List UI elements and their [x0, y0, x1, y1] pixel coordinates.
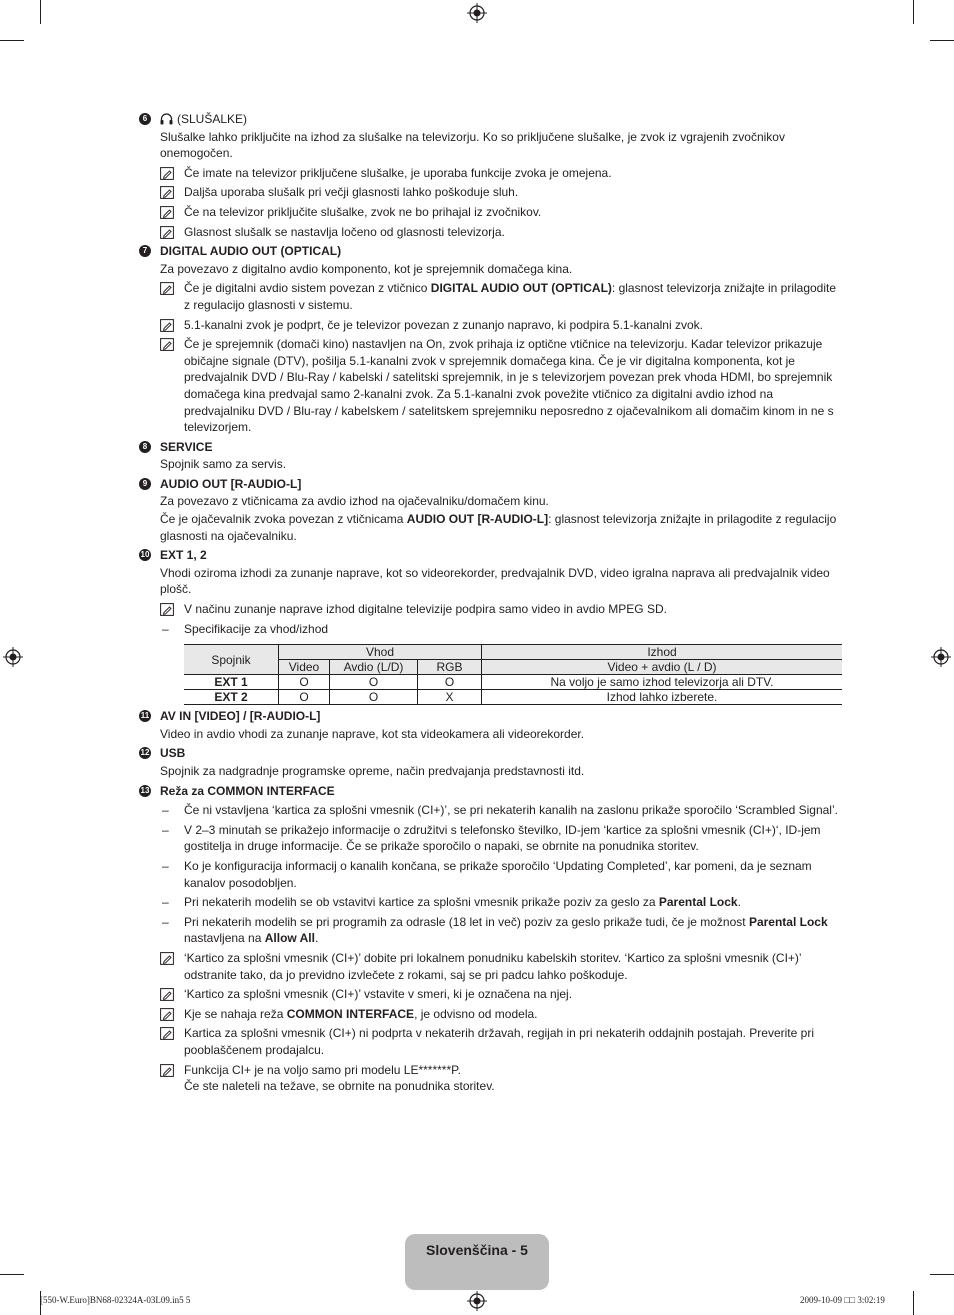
section-number-badge: 13	[140, 785, 150, 795]
headphones-icon	[160, 113, 173, 125]
dash-text: Če ni vstavljena ‘kartica za splošni vmesnik (CI+)’, se pri nekaterih kanalih na zaslonu prikaže sporočilo ‘Scrambled Signal’.	[184, 803, 838, 818]
section-number-badge: 12	[140, 748, 150, 758]
note	[160, 601, 845, 618]
section-title-text: (SLUŠALKE)	[177, 112, 248, 126]
manual-content	[139, 111, 845, 1097]
note-icon	[160, 338, 174, 351]
section-text: Za povezavo z vtičnicama za avdio izhod na ojačevalniku/domačem kinu.	[160, 494, 549, 509]
section-text: Za povezavo z digitalno avdio komponento, kot je sprejemnik domačega kina.	[160, 261, 573, 276]
table-row	[184, 690, 842, 705]
crop-mark	[0, 1274, 24, 1275]
note-text: Če je sprejemnik (domači kino) nastavljen na On, zvok prihaja iz optične vtičnice na televizorju. Kadar televizor prikazuje običajne signale (DTV), pošilja 5.1-kanalni zvok v sprejemnik domačega kina. Če je vir digitalna komponenta, kot je predvajalnik DVD / Blu-Ray / kabelski / satelitski sprejemnik, in je s televizorjem povezan prek vhoda HDMI, bo sprejemnik domačega kina predvajal samo 2-kanalni zvok. Za 5.1-kanalni zvok povežite vtičnico za digitalni avdio izhod na predvajalniku DVD / Blu-ray / kabelskem / satelitskem sprejemniku neposredno z ojačevalnikom ali domačim kinom in ne s televizorjem.	[184, 337, 834, 435]
note-bold-text: COMMON INTERFACE	[286, 1006, 415, 1021]
section-number-badge: 11	[140, 711, 150, 721]
note	[160, 950, 845, 983]
table-header-cell: Video	[279, 660, 330, 675]
dash-mark: –	[162, 803, 169, 818]
table-header-cell: Vhod	[279, 645, 482, 660]
section-headphones	[139, 111, 845, 240]
dash-text: V 2–3 minutah se prikažejo informacije o združitvi s telefonsko številko, ID-jem ‘kartice za splošni vmesnik (CI+)‘, ID-jem gostitelja in druge informacije. Če se prikaže sporočilo o napaki, se obrnite na ponudnika storitev.	[184, 822, 821, 854]
table-cell: Na voljo je samo izhod televizorja ali DTV.	[482, 675, 843, 690]
note-text: Daljša uporaba slušalk pri večji glasnosti lahko poškoduje sluh.	[184, 185, 519, 200]
section-title: Reža za COMMON INTERFACE	[160, 783, 335, 798]
note-text: 5.1-kanalni zvok je podprt, če je televizor povezan z zunanjo napravo, ki podpira 5.1-kanalni zvok.	[184, 317, 703, 332]
dash-text: Specifikacije za vhod/izhod	[184, 621, 329, 636]
table-row	[184, 675, 842, 690]
section-title: EXT 1, 2	[160, 548, 207, 563]
section-title: AV IN [VIDEO] / [R-AUDIO-L]	[160, 709, 321, 724]
note-text: Kje se nahaja reža	[184, 1006, 287, 1021]
section-text: Spojnik samo za servis.	[160, 457, 287, 472]
section-number-badge: 10	[140, 550, 150, 560]
crop-mark	[0, 40, 24, 41]
table-header-cell: RGB	[418, 660, 482, 675]
note-text: Glasnost slušalk se nastavlja ločeno od glasnosti televizorja.	[184, 224, 505, 239]
dash-mark: –	[162, 621, 169, 636]
table-cell: O	[330, 690, 418, 705]
registration-mark-icon	[3, 647, 23, 667]
note-icon	[160, 952, 174, 965]
crop-mark	[40, 0, 41, 24]
table-cell: O	[418, 675, 482, 690]
table-header-cell: Video + avdio (L / D)	[482, 660, 843, 675]
dash-bold-text: Parental Lock	[658, 895, 738, 910]
dash-text: Pri nekaterih modelih se pri programih za odrasle (18 let in več) poziv za geslo prikaže tudi, če je možnost	[184, 914, 749, 929]
dash-item	[160, 858, 845, 891]
section-text-part: Če je ojačevalnik zvoka povezan z vtičnicama	[160, 512, 407, 527]
crop-mark	[913, 1291, 914, 1315]
note	[160, 184, 845, 201]
note	[160, 317, 845, 334]
note	[160, 986, 845, 1003]
section-number-badge: 7	[139, 245, 151, 257]
note-icon	[160, 603, 174, 616]
section-title: DIGITAL AUDIO OUT (OPTICAL)	[160, 244, 342, 259]
page-number-label: Slovenščina - 5	[426, 1242, 528, 1258]
section-ext	[139, 547, 845, 637]
table-cell: EXT 1	[184, 675, 279, 690]
section-title	[160, 111, 845, 128]
table-header-cell: Spojnik	[184, 645, 279, 675]
note	[160, 1025, 845, 1058]
section-text: Vhodi oziroma izhodi za zunanje naprave, kot so videorekorder, predvajalnik DVD, video igralna naprava ali predvajalnik video plošč.	[160, 565, 830, 597]
dash-item	[160, 802, 845, 819]
section-number-badge: 9	[139, 478, 151, 490]
dash-mark: –	[162, 822, 169, 837]
io-spec-table	[184, 644, 842, 705]
note-text: : glasnost televizorja znižajte in prilagodite z regulacijo glasnosti v sistemu.	[184, 281, 837, 312]
section-common-interface	[139, 783, 845, 1095]
note-icon	[160, 1008, 174, 1021]
dash-item	[160, 914, 845, 947]
dash-text: Ko je konfiguracija informacij o kanalih končana, se prikaže sporočilo ‘Updating Completed’, kar pomeni, da je seznam kanalov posodobljen.	[184, 858, 812, 890]
section-text: Spojnik za nadgradnje programske opreme, način predvajanja predstavnosti itd.	[160, 764, 585, 778]
dash-bold-text: Parental Lock	[748, 914, 828, 929]
section-av-in	[139, 708, 845, 742]
section-digital-audio-out	[139, 243, 845, 436]
dash-item	[160, 621, 845, 638]
note-text: Če ste naleteli na težave, se obrnite na ponudnika storitev.	[184, 1079, 495, 1094]
registration-mark-icon	[467, 1291, 487, 1311]
note	[160, 1062, 845, 1095]
note	[160, 1006, 845, 1023]
dash-mark: –	[162, 895, 169, 910]
note-icon	[160, 186, 174, 199]
note-icon	[160, 226, 174, 239]
table-cell: X	[418, 690, 482, 705]
table-header-cell: Avdio (L/D)	[330, 660, 418, 675]
note-icon	[160, 1027, 174, 1040]
print-imprint-left: [550-W.Euro]BN68-02324A-03L09.in5 5	[40, 1295, 191, 1305]
section-usb	[139, 745, 845, 779]
table-cell: O	[330, 675, 418, 690]
section-title: AUDIO OUT [R-AUDIO-L]	[160, 476, 302, 491]
section-title: SERVICE	[160, 439, 213, 454]
note-text: , je odvisno od modela.	[414, 1006, 538, 1021]
note-bold-text: DIGITAL AUDIO OUT (OPTICAL)	[430, 281, 612, 296]
note-icon	[160, 167, 174, 180]
dash-text: nastavljena na	[184, 931, 265, 946]
note-text: ‘Kartico za splošni vmesnik (CI+)’ vstavite v smeri, ki je označena na njej.	[184, 987, 573, 1002]
note	[160, 336, 845, 436]
note-text: Kartica za splošni vmesnik (CI+) ni podprta v nekaterih državah, regijah in pri nekaterih oddajnih postajah. Preverite pri pooblaščenem prodajalcu.	[184, 1026, 814, 1057]
print-imprint-right: 2009-10-09 □□ 3:02:19	[800, 1295, 885, 1305]
note-text: V načinu zunanje naprave izhod digitalne televizije podpira samo video in avdio MPEG SD.	[184, 602, 667, 617]
section-text-part: : glasnost televizorja znižajte in prilagodite z regulacijo glasnosti na ojačevalniku.	[160, 512, 837, 543]
section-number-badge: 8	[139, 441, 151, 453]
dash-mark: –	[162, 914, 169, 929]
note-icon	[160, 1064, 174, 1077]
section-audio-out	[139, 476, 845, 544]
table-cell: Izhod lahko izberete.	[482, 690, 843, 705]
crop-mark	[930, 40, 954, 41]
table-header-row	[184, 660, 842, 675]
registration-mark-icon	[467, 3, 487, 23]
note-icon	[160, 319, 174, 332]
table-cell: O	[279, 675, 330, 690]
dash-text: .	[314, 931, 319, 946]
note-icon	[160, 206, 174, 219]
section-bold-text: AUDIO OUT [R-AUDIO-L]	[406, 512, 549, 527]
note-text: Funkcija CI+ je na voljo samo pri modelu LE*******P.	[184, 1062, 461, 1077]
dash-item	[160, 822, 845, 855]
table-cell: O	[279, 690, 330, 705]
dash-text: .	[737, 895, 741, 910]
dash-bold-text: Allow All	[264, 931, 315, 946]
crop-mark	[930, 1274, 954, 1275]
note-icon	[160, 988, 174, 1001]
note-text: Če imate na televizor priključene slušalke, je uporaba funkcije zvoka je omejena.	[184, 165, 612, 180]
note-text: Če je digitalni avdio sistem povezan z vtičnico	[184, 281, 431, 296]
note	[160, 165, 845, 182]
section-text: Video in avdio vhodi za zunanje naprave, kot sta videokamera ali videorekorder.	[160, 726, 585, 741]
note	[160, 204, 845, 221]
table-header-row	[184, 645, 842, 660]
note-icon	[160, 282, 174, 295]
dash-text: Pri nekaterih modelih se ob vstavitvi kartice za splošni vmesnik prikaže poziv za geslo za	[184, 895, 659, 910]
section-title: USB	[160, 746, 186, 761]
note	[160, 224, 845, 241]
note-text: ‘Kartico za splošni vmesnik (CI+)’ dobite pri lokalnem ponudniku kabelskih storitev. ‘Kartico za splošni vmesnik (CI+)’ odstranite tako, da jo previdno izvlečete z rokami, saj se pri padcu lahko poškoduje.	[184, 950, 802, 982]
dash-mark: –	[162, 858, 169, 873]
section-text: Slušalke lahko priključite na izhod za slušalke na televizorju. Ko so priključene slušalke, je zvok iz vgrajenih zvočnikov onemogočen.	[160, 129, 785, 161]
note-text: Če na televizor priključite slušalke, zvok ne bo prihajal iz zvočnikov.	[184, 204, 542, 219]
registration-mark-icon	[931, 647, 951, 667]
table-cell: EXT 2	[184, 690, 279, 705]
table-header-cell: Izhod	[482, 645, 843, 660]
note	[160, 280, 845, 313]
section-service	[139, 439, 845, 473]
crop-mark	[913, 0, 914, 24]
dash-item	[160, 894, 845, 911]
section-text	[160, 511, 845, 544]
section-number-badge: 6	[139, 113, 151, 125]
